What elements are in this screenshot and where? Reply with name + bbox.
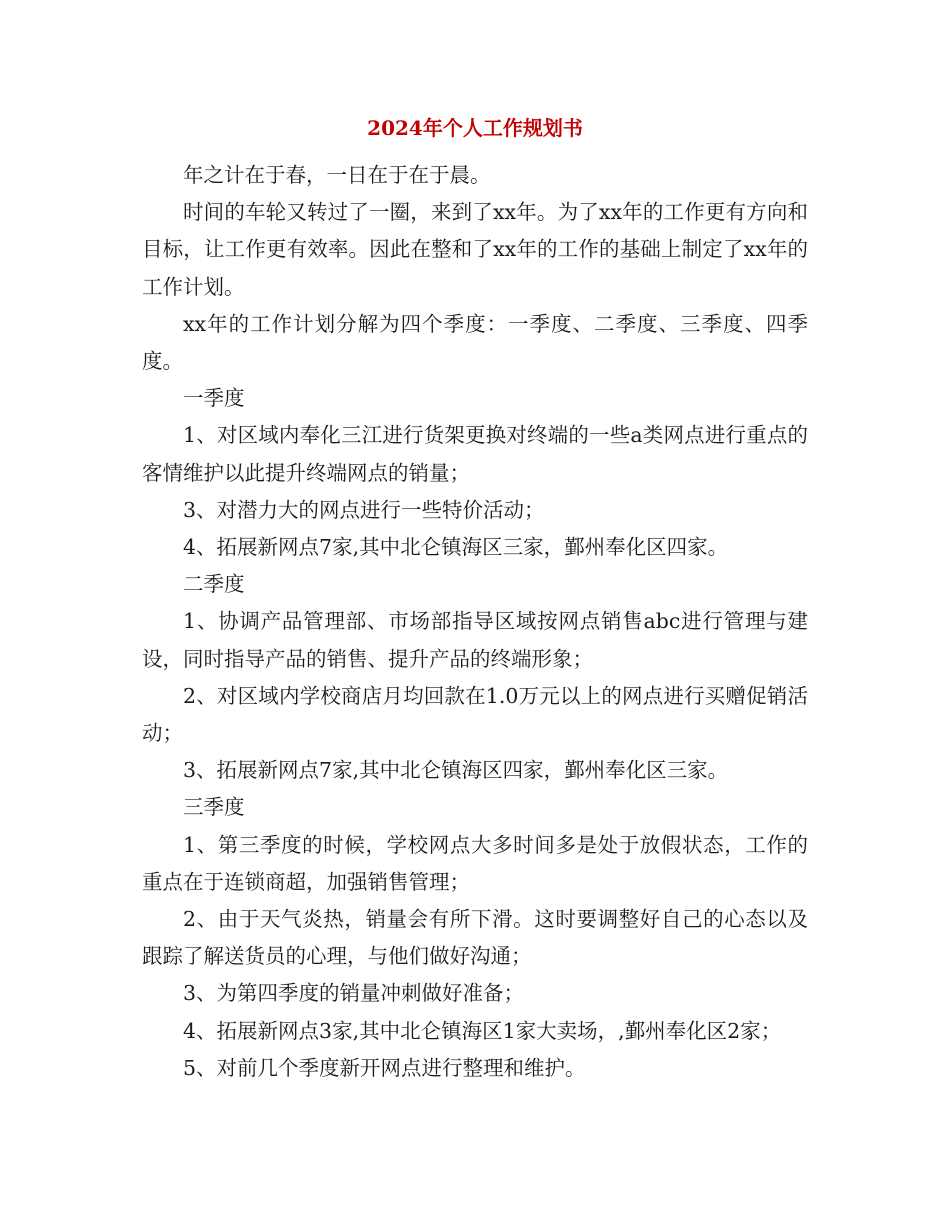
list-item: 2、对区域内学校商店月均回款在1.0万元以上的网点进行买赠促销活动；: [142, 683, 808, 746]
list-item: 1、协调产品管理部、市场部指导区域按网点销售abc进行管理与建设，同时指导产品的销售、提升产品的终端形象；: [142, 609, 808, 671]
paragraph-intro: 年之计在于春，一日在于在于晨。: [183, 163, 491, 187]
list-item: 5、对前几个季度新开网点进行整理和维护。: [183, 1055, 586, 1080]
document-body: [142, 157, 808, 1087]
document-title: 2024年个人工作规划书: [367, 116, 583, 140]
list-item: 2、由于天气炎热，销量会有所下滑。这时要调整好自己的心态以及跟踪了解送货员的心理，与他们做好沟通；: [142, 907, 808, 969]
list-item: 4、拓展新网点3家,其中北仑镇海区1家大卖场，,鄞州奉化区2家；: [183, 1018, 782, 1043]
list-item: 1、对区域内奉化三江进行货架更换对终端的一些a类网点进行重点的客情维护以此提升终端网点的销量；: [142, 423, 808, 485]
section-heading-q2: 二季度: [183, 572, 245, 597]
paragraph: 时间的车轮又转过了一圈，来到了xx年。为了xx年的工作更有方向和目标，让工作更有效率。因此在整和了xx年的工作的基础上制定了xx年的工作计划。: [142, 200, 808, 299]
section-heading-q3: 三季度: [183, 795, 245, 820]
list-item: 3、拓展新网点7家,其中北仑镇海区四家，鄞州奉化区三家。: [183, 758, 729, 783]
list-item: 3、为第四季度的销量冲刺做好准备；: [183, 981, 525, 1006]
list-item: 1、第三季度的时候，学校网点大多时间多是处于放假状态，工作的重点在于连锁商超，加强销售管理；: [142, 832, 808, 894]
paragraph: xx年的工作计划分解为四个季度：一季度、二季度、三季度、四季度。: [142, 311, 808, 374]
section-heading-q1: 一季度: [183, 386, 245, 411]
list-item: 3、对潜力大的网点进行一些特价活动；: [183, 497, 545, 522]
list-item: 4、拓展新网点7家,其中北仑镇海区三家，鄞州奉化区四家。: [183, 535, 729, 560]
